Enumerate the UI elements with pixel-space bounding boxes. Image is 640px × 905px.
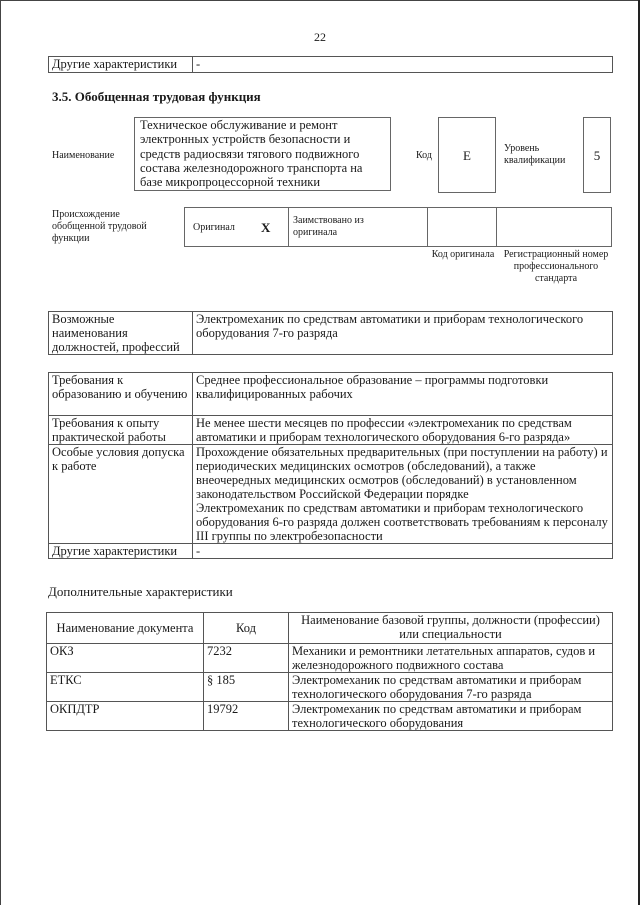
- origin-regnum-caption: Регистрационный номер профессионального стандарта: [503, 249, 609, 284]
- table-row: [47, 702, 613, 731]
- page-number: 22: [314, 30, 326, 44]
- origin-label: Происхождение обобщенной трудовой функции: [52, 209, 147, 244]
- code-label: Код: [416, 150, 432, 161]
- cell-code: § 185: [204, 673, 289, 702]
- header-name: Наименование базовой группы, должности (профессии) или специальности: [289, 613, 613, 644]
- origin-box: [184, 207, 612, 247]
- table-header-row: [47, 613, 613, 644]
- positions-table: [48, 311, 613, 355]
- experience-label: Требования к опыту практической работы: [49, 416, 193, 445]
- positions-value: Электромеханик по средствам автоматики и приборам технологического оборудования 7-го разряда: [193, 312, 613, 355]
- function-name-value: Техническое обслуживание и ремонт электронных устройств безопасности и средств радиосвязи тягового подвижного состава железнодорожного транспорта на базе микропроцессорной техники: [140, 118, 363, 190]
- requirements-table: [48, 372, 613, 559]
- education-label: Требования к образованию и обучению: [49, 373, 193, 416]
- qualification-level-value: 5: [593, 148, 601, 163]
- special-conditions-label: Особые условия допуска к работе: [49, 445, 193, 544]
- table-row: [49, 445, 613, 544]
- experience-value: Не менее шести месяцев по профессии «электромеханик по средствам автоматики и приборам технологического оборудования 6-го разряда»: [193, 416, 613, 445]
- other-characteristics-label: Другие характеристики: [49, 57, 193, 73]
- cell-document: ОКЗ: [47, 644, 204, 673]
- special-conditions-value-2: Электромеханик по средствам автоматики и приборам технологического оборудования 6-го разряда должен соответствовать требованиям к персоналу III группы по электробезопасности: [196, 501, 608, 543]
- table-row: [49, 416, 613, 445]
- qualification-level-box: [583, 117, 611, 193]
- header-document: Наименование документа: [47, 613, 204, 644]
- other-characteristics-value: -: [193, 544, 613, 559]
- cell-code: 19792: [204, 702, 289, 731]
- cell-document: ОКПДТР: [47, 702, 204, 731]
- origin-original-label: Оригинал: [193, 222, 235, 233]
- divider: [496, 207, 497, 247]
- special-conditions-value: Прохождение обязательных предварительных (при поступлении на работу) и периодических медицинских осмотров (обследований), а также внеочередных медицинских осмотров (обследований) в установленном законодательством Российской Федерации порядке: [196, 445, 608, 501]
- header-code: Код: [204, 613, 289, 644]
- table-row: [47, 644, 613, 673]
- special-conditions-cell: [193, 445, 613, 544]
- page-border-top: [0, 0, 640, 1]
- additional-title: Дополнительные характеристики: [48, 584, 233, 599]
- other-characteristics-top-table: [48, 56, 613, 73]
- code-value-box: [438, 117, 496, 193]
- divider: [427, 207, 428, 247]
- cell-name: Механики и ремонтники летательных аппаратов, судов и железнодорожного подвижного состава: [289, 644, 613, 673]
- table-row: [49, 57, 613, 73]
- table-row: [49, 544, 613, 559]
- cell-name: Электромеханик по средствам автоматики и приборам технологического оборудования 7-го разряда: [289, 673, 613, 702]
- table-row: [47, 673, 613, 702]
- education-value: Среднее профессиональное образование – программы подготовки квалифицированных рабочих: [193, 373, 613, 416]
- positions-label: Возможные наименования должностей, профессий: [49, 312, 193, 355]
- cell-code: 7232: [204, 644, 289, 673]
- qualification-level-label: Уровень квалификации: [504, 143, 566, 166]
- divider: [288, 207, 289, 247]
- origin-borrowed-label: Заимствовано из оригинала: [293, 215, 364, 238]
- function-name-box: [134, 117, 391, 191]
- table-row: [49, 373, 613, 416]
- cell-name: Электромеханик по средствам автоматики и приборам технологического оборудования: [289, 702, 613, 731]
- table-row: [49, 312, 613, 355]
- origin-code-caption: Код оригинала: [431, 249, 495, 260]
- page-border-left: [0, 0, 1, 905]
- section-title: 3.5. Обобщенная трудовая функция: [52, 89, 261, 104]
- origin-original-mark: X: [261, 220, 271, 235]
- other-characteristics-value: -: [193, 57, 613, 73]
- code-value: E: [463, 148, 471, 163]
- name-label: Наименование: [52, 150, 115, 161]
- cell-document: ЕТКС: [47, 673, 204, 702]
- additional-characteristics-table: [46, 612, 613, 731]
- other-characteristics-label: Другие характеристики: [49, 544, 193, 559]
